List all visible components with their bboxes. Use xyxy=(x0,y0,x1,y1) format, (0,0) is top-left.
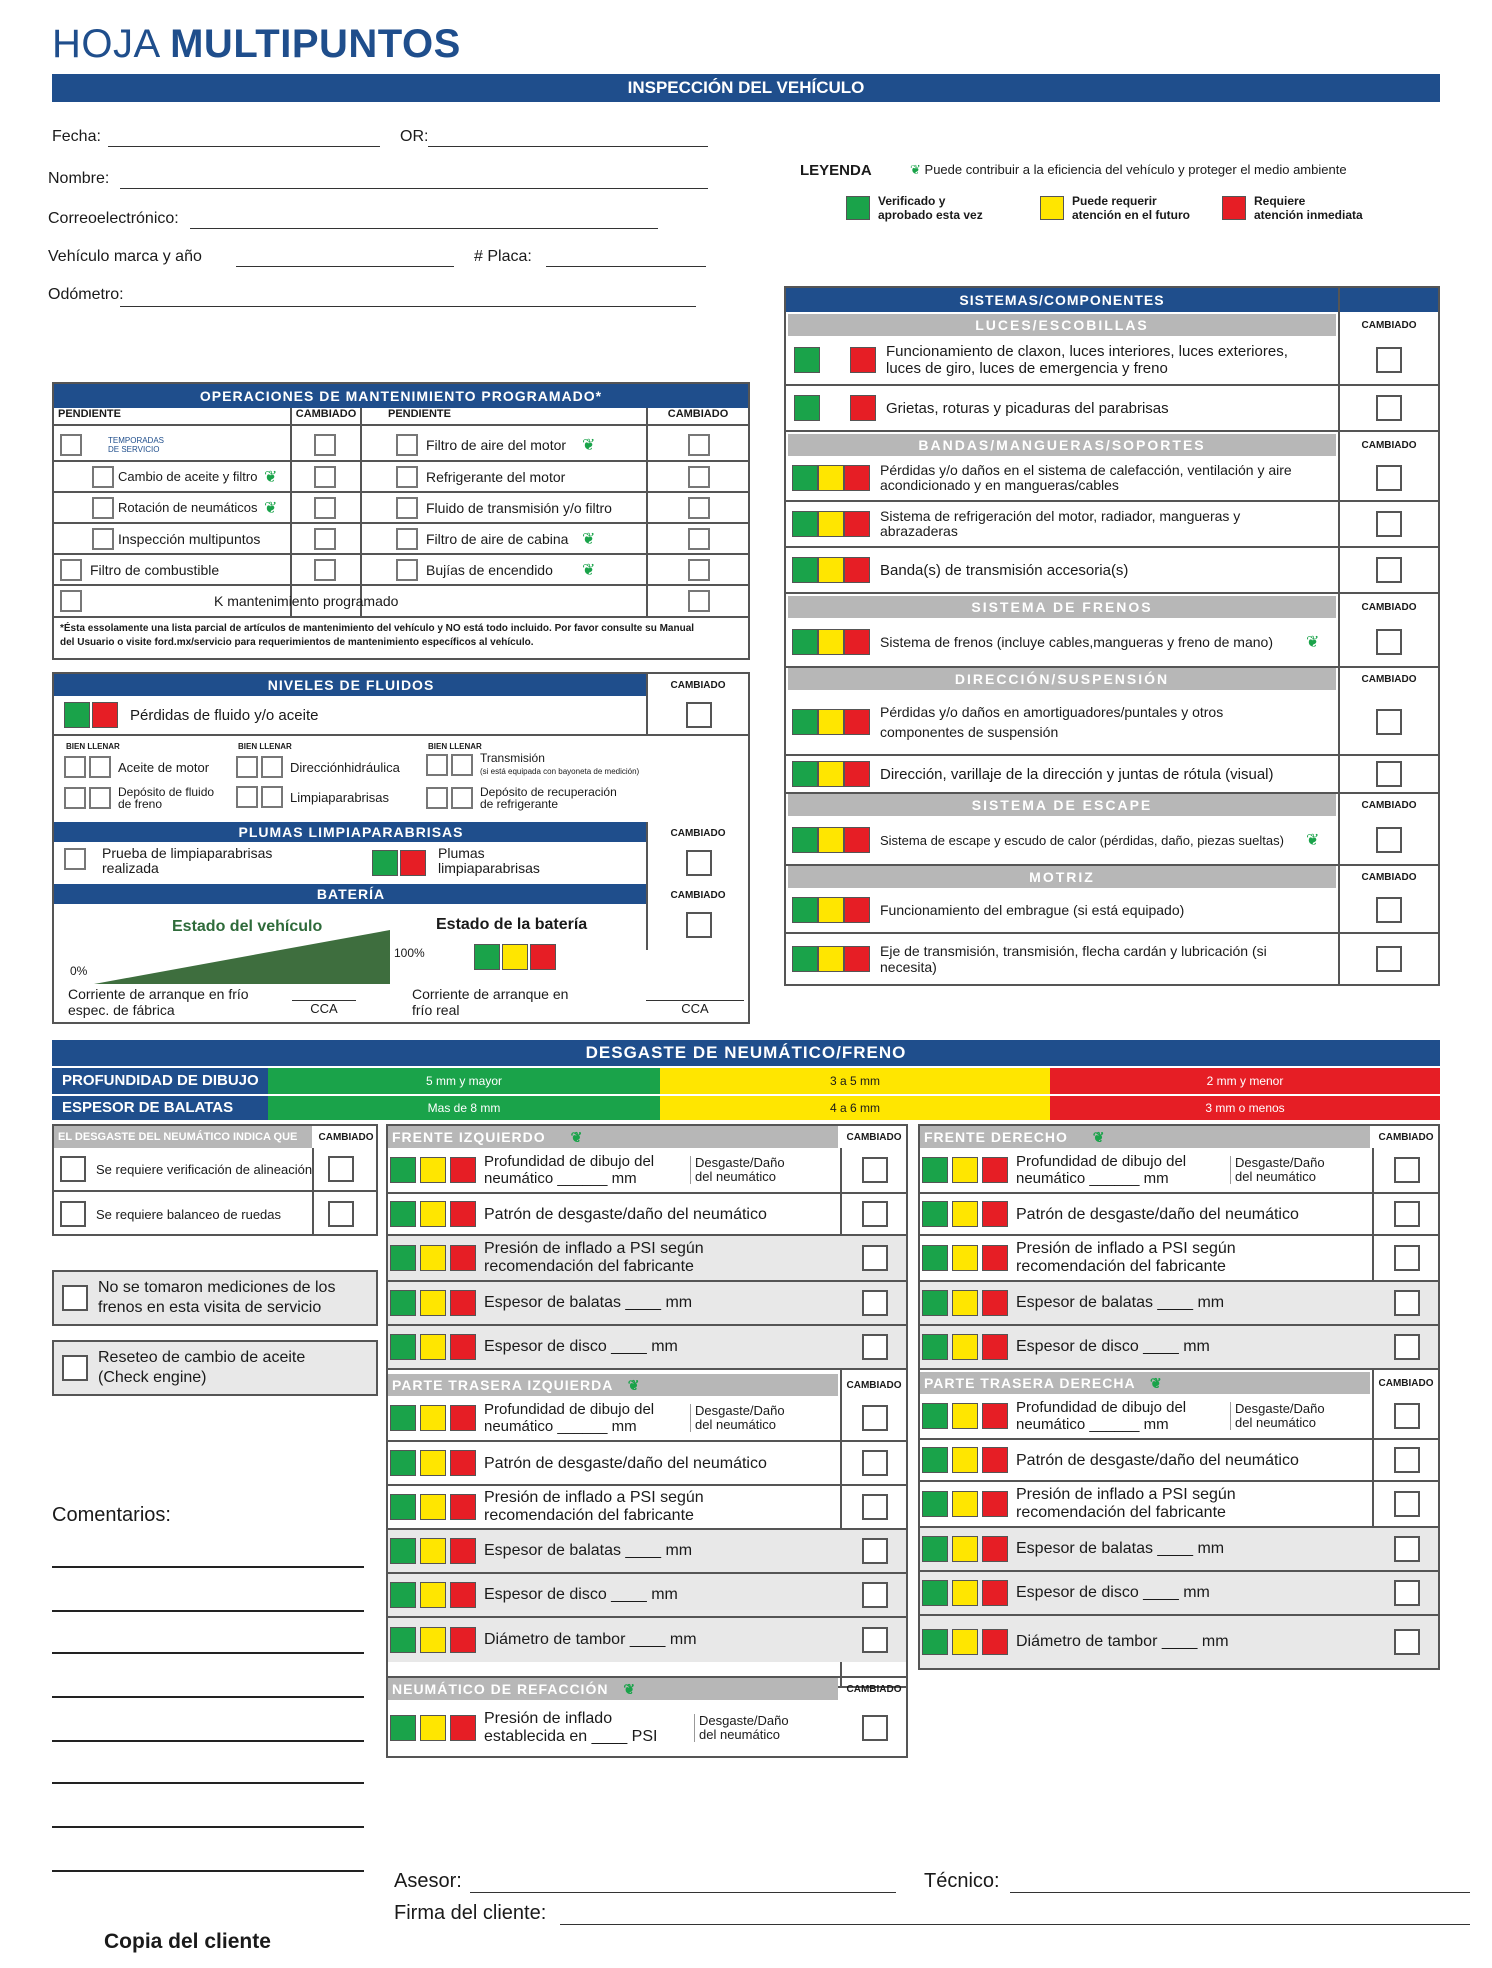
prueba-label: Prueba de limpiaparabrisas realizada xyxy=(102,845,273,876)
cambiado-checkbox[interactable] xyxy=(328,1201,354,1227)
maintenance-title: OPERACIONES DE MANTENIMIENTO PROGRAMADO* xyxy=(54,384,748,408)
cca-real-label: Corriente de arranque en frío real xyxy=(412,986,569,1018)
recuperacion-row: Depósito de recuperación de refrigerante xyxy=(426,786,617,810)
cambiado-checkbox[interactable] xyxy=(1394,1629,1420,1655)
luces-header: LUCES/ESCOBILLAS xyxy=(788,314,1336,336)
cambiado-checkbox[interactable] xyxy=(688,559,710,581)
placa-field[interactable] xyxy=(546,266,706,267)
tires-title: DESGASTE DE NEUMÁTICO/FRENO xyxy=(52,1040,1440,1066)
parabrisas-item: Grietas, roturas y picaduras del parabrisas xyxy=(886,399,1169,417)
prof-red: 2 mm y menor xyxy=(1050,1068,1440,1094)
battery-gauge xyxy=(94,930,394,984)
cambiado-header: CAMBIADO xyxy=(1378,1378,1434,1389)
cambiado-checkbox[interactable] xyxy=(688,590,710,612)
luces-item: Funcionamiento de claxon, luces interiores, luces exteriores, luces de giro, luces de emergencia y freno xyxy=(886,343,1288,377)
firma-label: Firma del cliente: xyxy=(394,1902,547,1924)
cambiado-header: CAMBIADO xyxy=(1361,602,1417,613)
patron-label: Patrón de desgaste/daño del neumático xyxy=(484,1454,767,1472)
correo-label: Correoelectrónico: xyxy=(48,210,179,227)
asesor-field[interactable] xyxy=(470,1892,896,1893)
filtro-combustible-label: Filtro de combustible xyxy=(90,561,220,578)
cambiado-header: CAMBIADO xyxy=(846,1684,902,1695)
placa-label: # Placa: xyxy=(474,248,532,265)
vehiculo-field[interactable] xyxy=(236,266,454,267)
espesor-label: ESPESOR DE BALATAS xyxy=(52,1096,268,1120)
tecnico-label: Técnico: xyxy=(924,1870,1000,1892)
prof-green: 5 mm y mayor xyxy=(268,1068,660,1094)
filtro-aire-label: Filtro de aire del motor xyxy=(426,436,567,453)
fd-header: FRENTE DERECHO ❦ xyxy=(920,1126,1370,1148)
fi-header: FRENTE IZQUIERDO ❦ xyxy=(388,1126,838,1148)
fecha-label: Fecha: xyxy=(52,128,101,145)
leaf-icon: ❦ xyxy=(582,561,596,579)
esp-green: Mas de 8 mm xyxy=(268,1096,660,1120)
aceite-row: Aceite de motor xyxy=(64,756,209,778)
td-header: PARTE TRASERA DERECHA ❦ xyxy=(920,1372,1370,1394)
bien-llenar-1: BIEN LLENAR xyxy=(66,742,120,751)
cambiado-checkbox[interactable] xyxy=(862,1157,888,1183)
pendiente-checkbox[interactable] xyxy=(396,434,418,456)
cambio-aceite-label: Cambio de aceite y filtro xyxy=(118,469,258,484)
escape-header: SISTEMA DE ESCAPE xyxy=(788,794,1336,816)
perdidas-checkbox[interactable] xyxy=(686,702,712,728)
comment-line[interactable] xyxy=(52,1610,364,1612)
temporadas-logo: TEMPORADAS DE SERVICIO xyxy=(108,436,165,454)
escape-item: Sistema de escape y escudo de calor (pérdidas, daño, piezas sueltas) xyxy=(880,832,1284,848)
cambiado-checkbox[interactable] xyxy=(688,434,710,456)
ti-header: PARTE TRASERA IZQUIERDA ❦ xyxy=(388,1374,838,1396)
tecnico-field[interactable] xyxy=(1010,1892,1470,1893)
cambiado-checkbox[interactable] xyxy=(1376,347,1402,373)
cambiado-header: CAMBIADO xyxy=(846,1380,902,1391)
odometro-field[interactable] xyxy=(120,306,696,307)
plumas-status xyxy=(372,850,426,876)
cambiado-header: CAMBIADO xyxy=(1361,674,1417,685)
cambiado-checkbox[interactable] xyxy=(862,1290,888,1316)
battery-title: BATERÍA xyxy=(54,884,648,904)
patron-label: Patrón de desgaste/daño del neumático xyxy=(1016,1451,1299,1469)
pendiente-header-2: PENDIENTE xyxy=(388,408,451,420)
comment-line[interactable] xyxy=(52,1870,364,1872)
inspection-banner: INSPECCIÓN DEL VEHÍCULO xyxy=(52,74,1440,102)
cambiado-checkbox[interactable] xyxy=(1376,557,1402,583)
cambiado-checkbox[interactable] xyxy=(1394,1157,1420,1183)
pendiente-header: PENDIENTE xyxy=(58,408,121,420)
cambiado-checkbox[interactable] xyxy=(862,1582,888,1608)
odometro-label: Odómetro: xyxy=(48,286,124,303)
prueba-checkbox[interactable] xyxy=(64,848,86,870)
embrague-item: Funcionamiento del embrague (si está equipado) xyxy=(880,901,1185,918)
cambiado-checkbox[interactable] xyxy=(314,497,336,519)
direccion-row: Direcciónhidráulica xyxy=(236,756,400,778)
nombre-label: Nombre: xyxy=(48,170,110,187)
systems-title: SISTEMAS/COMPONENTES xyxy=(786,288,1338,312)
cambiado-checkbox[interactable] xyxy=(314,434,336,456)
cambiado-checkbox[interactable] xyxy=(1394,1290,1420,1316)
indica-header: EL DESGASTE DEL NEUMÁTICO INDICA QUE xyxy=(54,1126,312,1148)
nombre-field[interactable] xyxy=(120,188,708,189)
cambiado-checkbox[interactable] xyxy=(862,1245,888,1271)
filtro-cabina-label: Filtro de aire de cabina xyxy=(426,530,569,547)
cambiado-checkbox[interactable] xyxy=(862,1405,888,1431)
cca-real-field[interactable]: CCA xyxy=(646,1000,744,1016)
rotacion-label: Rotación de neumáticos xyxy=(118,500,258,515)
or-label: OR: xyxy=(400,128,429,145)
leaf-icon: ❦ xyxy=(582,437,596,454)
mediciones-checkbox[interactable] xyxy=(62,1285,88,1311)
vehiculo-label: Vehículo marca y año xyxy=(48,248,202,265)
cambiado-checkbox[interactable] xyxy=(1376,629,1402,655)
or-field[interactable] xyxy=(428,146,708,147)
deposito-freno-row: Depósito de fluido de freno xyxy=(64,786,214,810)
cambiado-header: CAMBIADO xyxy=(670,828,726,839)
bien-llenar-3: BIEN LLENAR xyxy=(428,742,482,751)
limpia-row: Limpiaparabrisas xyxy=(236,786,389,808)
cambiado-checkbox[interactable] xyxy=(688,528,710,550)
transmision-row: Transmisión (si está equipada con bayoneta de medición) xyxy=(426,752,639,778)
bien-llenar-2: BIEN LLENAR xyxy=(238,742,292,751)
cambiado-checkbox[interactable] xyxy=(862,1334,888,1360)
cambiado-header: CAMBIADO xyxy=(846,1132,902,1143)
cambiado-checkbox[interactable] xyxy=(862,1715,888,1741)
cambiado-checkbox[interactable] xyxy=(314,559,336,581)
cambiado-checkbox[interactable] xyxy=(862,1201,888,1227)
inspeccion-label: Inspección multipuntos xyxy=(118,530,261,547)
pendiente-checkbox[interactable] xyxy=(92,497,114,519)
frenos-item: Sistema de frenos (incluye cables,mangueras y freno de mano) xyxy=(880,633,1273,650)
fluids-title: NIVELES DE FLUIDOS xyxy=(54,674,648,696)
km-checkbox[interactable] xyxy=(60,590,82,612)
cambiado-checkbox[interactable] xyxy=(1394,1245,1420,1271)
comment-line[interactable] xyxy=(52,1652,364,1654)
refrigeracion-item: Sistema de refrigeración del motor, radiador, mangueras y abrazaderas xyxy=(880,508,1241,539)
cambiado-checkbox[interactable] xyxy=(688,466,710,488)
comment-line[interactable] xyxy=(52,1566,364,1568)
mediciones-row: No se tomaron mediciones de los frenos en esta visita de servicio xyxy=(52,1270,378,1326)
leaf-icon: ❦ xyxy=(1306,634,1320,651)
pendiente-checkbox[interactable] xyxy=(92,466,114,488)
cambiado-checkbox[interactable] xyxy=(328,1156,354,1182)
cambiado-checkbox[interactable] xyxy=(1376,827,1402,853)
motriz-header: MOTRIZ xyxy=(788,866,1336,888)
cambiado-header: CAMBIADO xyxy=(670,680,726,691)
fluido-trans-label: Fluido de transmisión y/o filtro xyxy=(426,499,612,516)
banda-item: Banda(s) de transmisión accesoria(s) xyxy=(880,561,1129,579)
estado-bateria-label: Estado de la batería xyxy=(436,916,588,933)
leaf-icon: ❦ xyxy=(264,468,278,486)
cambiado-checkbox[interactable] xyxy=(314,528,336,550)
cca-fabrica-label: Corriente de arranque en frío espec. de fábrica xyxy=(68,986,249,1018)
pendiente-checkbox[interactable] xyxy=(396,559,418,581)
km-label: K mantenimiento programado xyxy=(214,593,399,609)
cambiado-checkbox[interactable] xyxy=(1394,1536,1420,1562)
comentarios-label: Comentarios: xyxy=(52,1504,171,1526)
comment-line[interactable] xyxy=(52,1826,364,1828)
patron-label: Patrón de desgaste/daño del neumático xyxy=(484,1205,767,1223)
cambiado-header: CAMBIADO xyxy=(1361,440,1417,451)
profundidad-label: PROFUNDIDAD DE DIBUJO xyxy=(52,1068,268,1094)
comment-line[interactable] xyxy=(52,1696,364,1698)
cambiado-checkbox[interactable] xyxy=(1394,1403,1420,1429)
cambiado-checkbox[interactable] xyxy=(1376,761,1402,787)
balanceo-label: Se requiere balanceo de ruedas xyxy=(96,1206,282,1222)
cambiado-header: CAMBIADO xyxy=(1378,1132,1434,1143)
gauge-min: 0% xyxy=(70,964,88,978)
bateria-checkbox[interactable] xyxy=(686,912,712,938)
cambiado-header: CAMBIADO xyxy=(670,890,726,901)
cambiado-checkbox[interactable] xyxy=(1394,1447,1420,1473)
estado-vehiculo-label: Estado del vehículo xyxy=(172,918,323,935)
copia-label: Copia del cliente xyxy=(104,1930,271,1953)
leaf-icon: ❦ xyxy=(1306,832,1320,849)
cambiado-checkbox[interactable] xyxy=(862,1627,888,1653)
direccion-header: DIRECCIÓN/SUSPENSIÓN xyxy=(788,668,1336,690)
legend-eco: ❦ Puede contribuir a la eficiencia del vehículo y proteger el medio ambiente xyxy=(910,162,1347,177)
varillaje-item: Dirección, varillaje de la dirección y juntas de rótula (visual) xyxy=(880,765,1274,783)
perdidas-row: Pérdidas de fluido y/o aceite xyxy=(64,702,318,728)
cambiado-checkbox[interactable] xyxy=(1394,1201,1420,1227)
prof-yellow: 3 a 5 mm xyxy=(660,1068,1050,1094)
leaf-icon: ❦ xyxy=(582,530,596,548)
cambiado-header: CAMBIADO xyxy=(318,1132,374,1143)
plumas-checkbox[interactable] xyxy=(686,850,712,876)
esp-red: 3 mm o menos xyxy=(1050,1096,1440,1120)
cambiado-checkbox[interactable] xyxy=(1376,946,1402,972)
pendiente-checkbox[interactable] xyxy=(92,528,114,550)
cambiado-checkbox[interactable] xyxy=(862,1450,888,1476)
cambiado-checkbox[interactable] xyxy=(1394,1491,1420,1517)
correo-field[interactable] xyxy=(190,228,658,229)
cambiado-checkbox[interactable] xyxy=(1394,1580,1420,1606)
legend-title: LEYENDA xyxy=(800,162,872,179)
cambiado-header-2: CAMBIADO xyxy=(667,408,729,420)
cca-fabrica-field[interactable]: CCA xyxy=(292,1000,356,1016)
reseteo-row: Reseteo de cambio de aceite (Check engine) xyxy=(52,1340,378,1396)
eje-item: Eje de transmisión, transmisión, flecha cardán y lubricación (si necesita) xyxy=(880,943,1267,975)
cambiado-header: CAMBIADO xyxy=(1361,800,1417,811)
cambiado-checkbox[interactable] xyxy=(1394,1334,1420,1360)
patron-label: Patrón de desgaste/daño del neumático xyxy=(1016,1205,1299,1223)
alineacion-label: Se requiere verificación de alineación xyxy=(96,1161,313,1177)
legend-yellow: Puede requerir atención en el futuro xyxy=(1040,194,1190,222)
legend-red: Requiere atención inmediata xyxy=(1222,194,1363,222)
page-title: HOJA MULTIPUNTOS xyxy=(52,22,461,66)
cambiado-checkbox[interactable] xyxy=(1376,511,1402,537)
reseteo-checkbox[interactable] xyxy=(62,1355,88,1381)
pendiente-checkbox[interactable] xyxy=(396,466,418,488)
leaf-icon: ❦ xyxy=(264,499,278,517)
plumas-label: Plumas limpiaparabrisas xyxy=(438,845,540,876)
ref-header: NEUMÁTICO DE REFACCIÓN ❦ xyxy=(388,1678,838,1700)
cambiado-checkbox[interactable] xyxy=(688,497,710,519)
refrigerante-label: Refrigerante del motor xyxy=(426,468,566,485)
asesor-label: Asesor: xyxy=(394,1870,462,1892)
pendiente-checkbox[interactable] xyxy=(60,559,82,581)
cambiado-header: CAMBIADO xyxy=(1361,872,1417,883)
cambiado-header: CAMBIADO xyxy=(1361,320,1417,331)
pendiente-checkbox[interactable] xyxy=(396,528,418,550)
legend-green: Verificado y aprobado esta vez xyxy=(846,194,983,222)
cambiado-checkbox[interactable] xyxy=(1376,897,1402,923)
bujias-label: Bujías de encendido xyxy=(426,561,553,578)
amortiguadores-item: Pérdidas y/o daños en amortiguadores/puntales y otros componentes de suspensión xyxy=(880,704,1224,740)
bateria-status xyxy=(474,944,556,970)
leaf-icon: ❦ xyxy=(910,162,921,177)
comment-line[interactable] xyxy=(52,1782,364,1784)
cambiado-checkbox[interactable] xyxy=(314,466,336,488)
cambiado-header: CAMBIADO xyxy=(295,408,357,420)
fecha-field[interactable] xyxy=(108,146,380,147)
wipers-title: PLUMAS LIMPIAPARABRISAS xyxy=(54,822,648,842)
freno-header: SISTEMA DE FRENOS xyxy=(788,596,1336,618)
hvac-item: Pérdidas y/o daños en el sistema de calefacción, ventilación y aire acondicionado y en mangueras/cables xyxy=(880,462,1292,493)
cambiado-checkbox[interactable] xyxy=(1376,709,1402,735)
temporadas-checkbox[interactable] xyxy=(60,434,82,456)
cambiado-checkbox[interactable] xyxy=(1376,395,1402,421)
cambiado-checkbox[interactable] xyxy=(862,1538,888,1564)
bandas-header: BANDAS/MANGUERAS/SOPORTES xyxy=(788,434,1336,456)
comment-line[interactable] xyxy=(52,1740,364,1742)
pendiente-checkbox[interactable] xyxy=(396,497,418,519)
maintenance-note: *Ésta essolamente una lista parcial de artículos de mantenimiento del vehículo y NO está todo incluido. Por favor consulte su Manual del Usuario o visite ford.mx/servicio para requerimientos de mantenimiento específicos al vehículo. xyxy=(60,623,695,648)
esp-yellow: 4 a 6 mm xyxy=(660,1096,1050,1120)
cambiado-checkbox[interactable] xyxy=(862,1494,888,1520)
gauge-max: 100% xyxy=(394,946,425,960)
cambiado-checkbox[interactable] xyxy=(1376,465,1402,491)
firma-field[interactable] xyxy=(560,1924,1470,1925)
